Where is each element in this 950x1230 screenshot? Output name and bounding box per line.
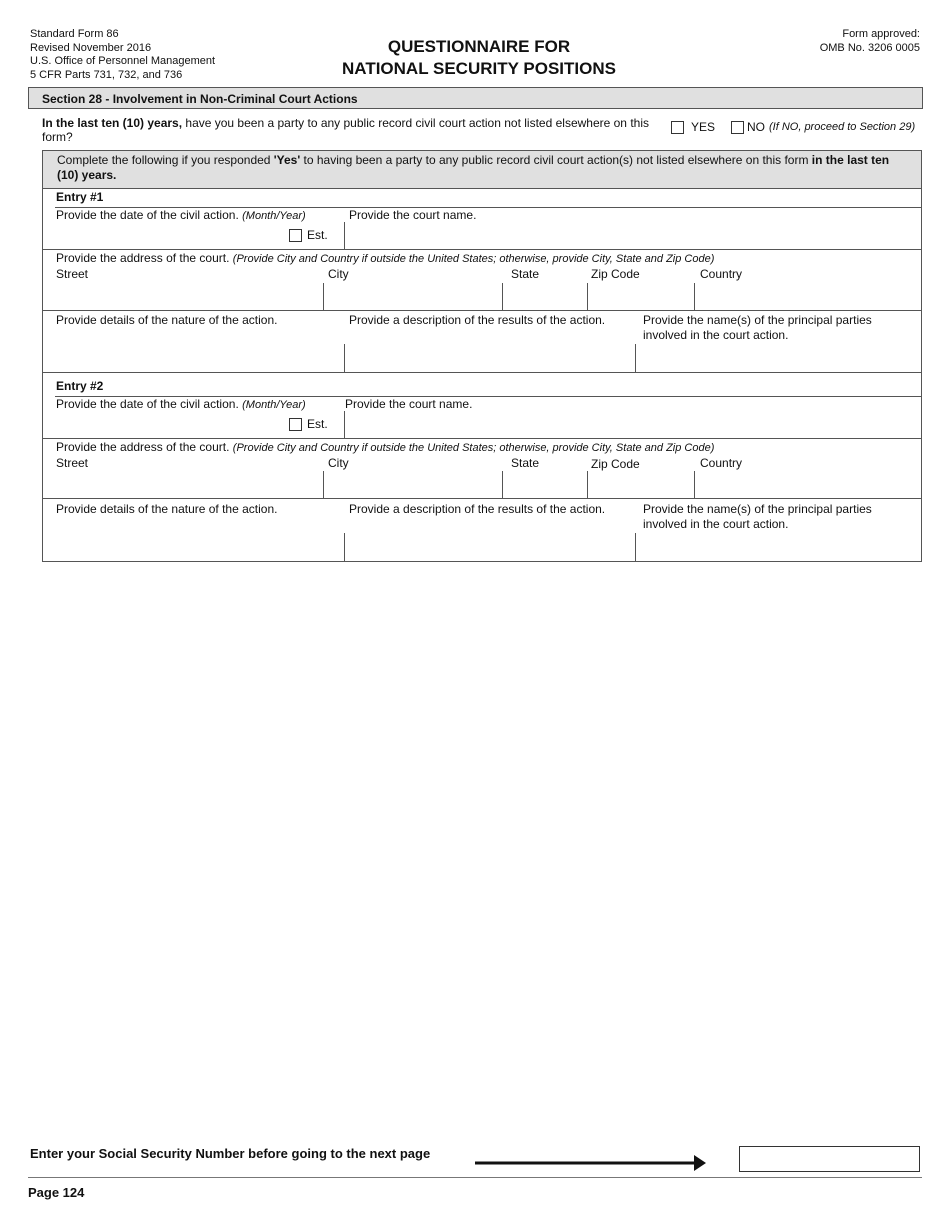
city-label: City [328, 267, 349, 281]
section-question [42, 116, 662, 144]
nature-input[interactable] [44, 534, 342, 560]
divider [344, 222, 345, 249]
country-input[interactable] [696, 284, 920, 309]
estimate-label: Est. [307, 417, 328, 431]
state-input[interactable] [504, 472, 586, 497]
section-title: Section 28 - Involvement in Non-Criminal Court Actions [28, 87, 923, 109]
divider [43, 498, 921, 499]
city-input[interactable] [325, 284, 501, 309]
street-input[interactable] [56, 472, 321, 497]
ssn-prompt: Enter your Social Security Number before going to the next page [30, 1146, 431, 1161]
divider [502, 471, 503, 498]
estimate-option[interactable] [289, 417, 328, 432]
date-input[interactable] [56, 414, 282, 436]
court-name-input[interactable] [346, 413, 920, 437]
results-input[interactable] [346, 534, 634, 560]
arrow-right-icon [475, 1154, 707, 1172]
zip-input[interactable] [589, 472, 693, 497]
approval-line-1: Form approved: [842, 28, 920, 40]
address-label: Provide the address of the court. (Provide City and Country if outside the United States; otherwise, provide City, State and Zip Code) [56, 440, 715, 454]
divider [694, 471, 695, 498]
divider [502, 283, 503, 310]
city-label: City [328, 456, 349, 470]
estimate-checkbox[interactable] [289, 229, 302, 242]
state-label: State [511, 267, 540, 281]
no-note: (If NO, proceed to Section 29) [769, 121, 916, 133]
date-label: Provide the date of the civil action. (Month/Year) [56, 208, 306, 222]
instruction-text-2: to having been a party to any public record civil court action(s) not listed elsewhere on this form [300, 153, 812, 167]
divider [694, 283, 695, 310]
form-number: Standard Form 86 [30, 28, 119, 40]
page-number: Page 124 [28, 1185, 85, 1200]
court-name-label: Provide the court name. [345, 397, 473, 411]
approval-line-2: OMB No. 3206 0005 [819, 41, 920, 54]
results-input[interactable] [346, 345, 634, 371]
no-option[interactable] [731, 120, 915, 135]
divider [43, 249, 921, 250]
question-text: have you been a party to any public record civil court action not listed elsewhere on this form? [42, 116, 649, 144]
instruction-yes: 'Yes' [273, 153, 301, 167]
street-input[interactable] [56, 284, 321, 309]
form-cfr: 5 CFR Parts 731, 732, and 736 [30, 68, 183, 81]
form-agency: U.S. Office of Personnel Management [30, 55, 216, 67]
divider [43, 310, 921, 311]
yes-label: YES [691, 120, 716, 134]
state-label: State [511, 456, 540, 470]
date-label: Provide the date of the civil action. (Month/Year) [56, 397, 306, 411]
estimate-option[interactable] [289, 228, 328, 243]
court-name-input[interactable] [346, 224, 920, 248]
zip-label: Zip Code [591, 457, 640, 471]
question-bold: In the last ten (10) years, [42, 116, 183, 130]
nature-label: Provide details of the nature of the action. [56, 313, 278, 327]
parties-label: Provide the name(s) of the principal parties involved in the court action. [643, 313, 872, 342]
form-approval-block [820, 28, 920, 55]
parties-input[interactable] [637, 534, 920, 560]
yes-option[interactable] [671, 120, 715, 135]
city-input[interactable] [325, 472, 501, 497]
street-label: Street [56, 456, 89, 470]
divider [587, 283, 588, 310]
title-line-1: QUESTIONNAIRE FOR [387, 37, 571, 56]
court-name-label: Provide the court name. [349, 208, 477, 222]
divider [344, 411, 345, 438]
title-line-2: NATIONAL SECURITY POSITIONS [342, 59, 616, 78]
yes-checkbox[interactable] [671, 121, 684, 134]
estimate-checkbox[interactable] [289, 418, 302, 431]
zip-input[interactable] [589, 284, 693, 309]
country-label: Country [700, 267, 743, 281]
entry-title: Entry #2 [56, 379, 104, 393]
street-label: Street [56, 267, 89, 281]
results-label: Provide a description of the results of the action. [349, 502, 606, 516]
divider [323, 471, 324, 498]
page-title [0, 36, 950, 80]
divider [587, 471, 588, 498]
state-input[interactable] [504, 284, 586, 309]
estimate-label: Est. [307, 228, 328, 242]
divider [344, 344, 345, 372]
divider [43, 438, 921, 439]
parties-label: Provide the name(s) of the principal parties involved in the court action. [643, 502, 872, 531]
no-checkbox[interactable] [731, 121, 744, 134]
no-label: NO [747, 120, 765, 134]
divider [43, 372, 921, 373]
date-input[interactable] [56, 225, 282, 247]
divider [635, 533, 636, 561]
instruction-banner [43, 151, 921, 188]
country-input[interactable] [696, 472, 920, 497]
instruction-text-1: Complete the following if you responded [57, 153, 274, 167]
divider [43, 188, 921, 189]
zip-label: Zip Code [591, 267, 640, 281]
entry-title: Entry #1 [56, 190, 104, 204]
nature-input[interactable] [44, 345, 342, 371]
form-revision: Revised November 2016 [30, 41, 152, 54]
divider [344, 533, 345, 561]
instruction-bold-end: in the last ten (10) years. [57, 153, 890, 182]
divider [323, 283, 324, 310]
parties-input[interactable] [637, 345, 920, 371]
address-label: Provide the address of the court. (Provide City and Country if outside the United States; otherwise, provide City, State and Zip Code) [56, 251, 715, 265]
ssn-input[interactable] [739, 1146, 920, 1172]
nature-label: Provide details of the nature of the action. [56, 502, 278, 516]
results-label: Provide a description of the results of the action. [349, 313, 606, 327]
footer-divider [28, 1177, 922, 1178]
divider [635, 344, 636, 372]
country-label: Country [700, 456, 743, 470]
